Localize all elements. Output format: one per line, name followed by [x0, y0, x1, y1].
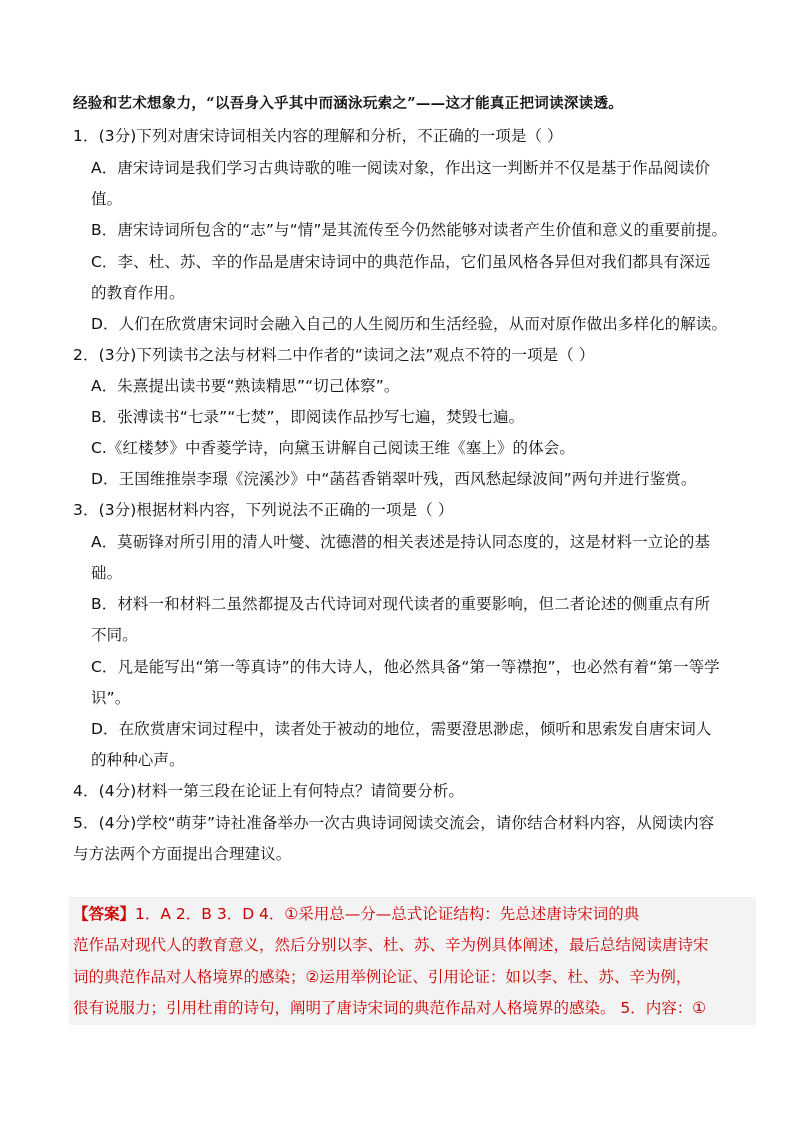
- question-number: 1．: [73, 127, 99, 145]
- option-3b-line-1: B．材料一和材料二虽然都提及古代诗词对现代读者的重要影响，但二者论述的侧重点有所: [91, 595, 711, 613]
- option-1b: B．唐宋诗词所包含的“志”与“情”是其流传至今仍然能够对读者产生价值和意义的重要前提。: [91, 221, 728, 239]
- option-2c: C.《红楼梦》中香菱学诗，向黛玉讲解自己阅读王维《塞上》的体会。: [91, 439, 575, 457]
- question-number: 2．: [73, 346, 99, 364]
- question-score: (3分): [98, 346, 137, 364]
- question-score: (3分): [98, 501, 137, 519]
- question-5-continuation: 与方法两个方面提出合理建议。: [73, 845, 292, 863]
- option-3c-line-2: 识”。: [91, 689, 131, 707]
- question-stem: 根据材料内容，下列说法不正确的一项是（ ）: [136, 501, 454, 519]
- answer-line-3: 词的典范作品对人格境界的感染；②运用举例论证、引用论证：如以李、杜、苏、辛为例，: [73, 968, 692, 986]
- question-5: [73, 813, 714, 833]
- question-stem: 下列对唐宋诗词相关内容的理解和分析，不正确的一项是（ ）: [136, 127, 563, 145]
- question-score: (4分): [98, 814, 137, 832]
- question-1: [73, 126, 563, 146]
- option-3d-line-2: 的种种心声。: [91, 751, 185, 769]
- question-number: 3．: [73, 501, 99, 519]
- option-1a-line-1: A．唐宋诗词是我们学习古典诗歌的唯一阅读对象，作出这一判断并不仅是基于作品阅读价: [91, 159, 711, 177]
- option-1a-line-2: 值。: [91, 190, 123, 208]
- answer-line-1: [73, 904, 639, 924]
- answer-line-2: 范作品对现代人的教育意义，然后分别以李、杜、苏、辛为例具体阐述，最后总结阅读唐诗宋: [73, 936, 709, 954]
- option-3a-line-1: A．莫砺锋对所引用的清人叶燮、沈德潜的相关表述是持认同态度的，这是材料一立论的基: [91, 533, 711, 551]
- option-3d-line-1: D．在欣赏唐宋词过程中，读者处于被动的地位，需要澄思渺虑，倾听和思索发自唐宋词人: [91, 720, 712, 738]
- question-4: [73, 781, 464, 801]
- intro-line: 经验和艺术想象力，“以吾身入乎其中而涵泳玩索之”——这才能真正把词读深读透。: [73, 95, 624, 112]
- option-2b: B．张溥读书“七录”“七焚”，即阅读作品抄写七遍，焚毁七遍。: [91, 408, 525, 426]
- option-2a: A．朱熹提出读书要“熟读精思”“切己体察”。: [91, 377, 400, 395]
- question-stem: 学校“萌芽”诗社准备举办一次古典诗词阅读交流会，请你结合材料内容，从阅读内容: [136, 814, 715, 832]
- answer-text: 1．A 2．B 3．D 4．①采用总—分—总式论证结构：先总述唐诗宋词的典: [135, 905, 640, 923]
- option-3b-line-2: 不同。: [91, 626, 138, 644]
- question-3: [73, 500, 453, 520]
- answer-line-4: 很有说服力；引用杜甫的诗句，阐明了唐诗宋词的典范作品对人格境界的感染。 5．内容：①: [73, 999, 707, 1017]
- question-number: 5．: [73, 814, 99, 832]
- option-1c-line-2: 的教育作用。: [91, 284, 185, 302]
- question-stem: 下列读书之法与材料二中作者的“读词之法”观点不符的一项是（ ）: [136, 346, 595, 364]
- question-2: [73, 345, 595, 365]
- question-score: (3分): [98, 127, 137, 145]
- option-1c-line-1: C．李、杜、苏、辛的作品是唐宋诗词中的典范作品，它们虽风格各异但对我们都具有深远: [91, 253, 711, 271]
- option-3a-line-2: 础。: [91, 564, 123, 582]
- option-1d: D．人们在欣赏唐宋词时会融入自己的人生阅历和生活经验，从而对原作做出多样化的解读。: [91, 315, 728, 333]
- question-stem: 材料一第三段在论证上有何特点？请简要分析。: [136, 782, 465, 800]
- question-score: (4分): [98, 782, 137, 800]
- option-3c-line-1: C．凡是能写出“第一等真诗”的伟大诗人，他必然具备“第一等襟抱”，也必然有着“第一等学: [91, 658, 720, 676]
- answer-tag: 【答案】: [73, 905, 136, 923]
- option-2d: D．王国维推崇李璟《浣溪沙》中“菡萏香销翠叶残，西风愁起绿波间”两句并进行鉴赏。: [91, 470, 697, 488]
- question-number: 4．: [73, 782, 99, 800]
